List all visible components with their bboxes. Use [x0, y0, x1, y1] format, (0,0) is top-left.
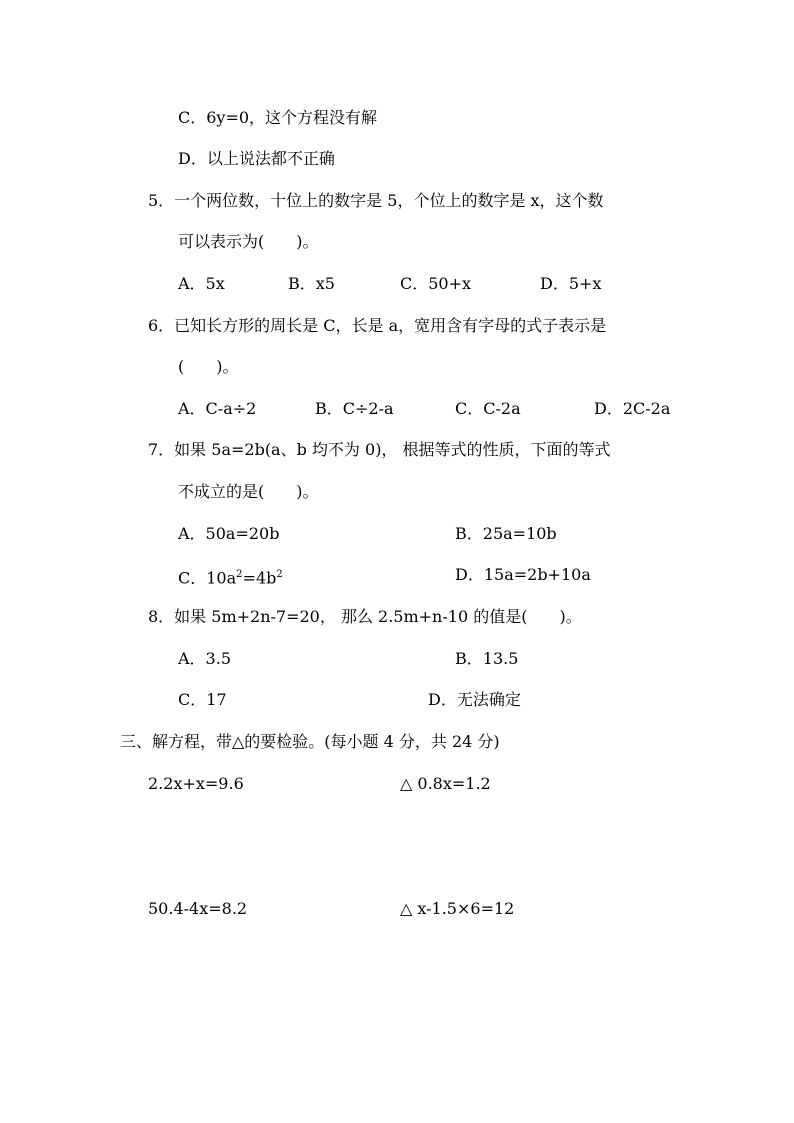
equation-4: △ x-1.5×6=12 [400, 899, 515, 918]
q6-option-b: B．C÷2-a [315, 399, 394, 418]
q6-stem-line1: 6．已知长方形的周长是 C，长是 a，宽用含有字母的式子表示是 [148, 316, 607, 335]
q5-option-d: D．5+x [540, 274, 602, 293]
q7-option-d: D．15a=2b+10a [455, 565, 591, 584]
q7-option-b: B．25a=10b [455, 524, 557, 543]
q7-option-c-mid: =4b [242, 568, 277, 588]
q4-option-d: D．以上说法都不正确 [178, 149, 335, 168]
q5-option-c: C．50+x [400, 274, 472, 293]
q8-option-c: C．17 [178, 690, 227, 709]
q7-option-a: A．50a=20b [178, 524, 280, 543]
q6-option-d: D．2C-2a [594, 399, 671, 418]
q7-option-c [178, 565, 283, 588]
q7-option-c-exp2: 2 [276, 569, 283, 580]
q7-option-c-pre: C．10a [178, 568, 237, 588]
section3-title: 三、解方程，带△的要检验。(每小题 4 分，共 24 分) [120, 732, 500, 751]
q8-option-d: D．无法确定 [428, 690, 521, 709]
equation-1: 2.2x+x=9.6 [148, 774, 244, 793]
q5-stem-line2: 可以表示为( )。 [178, 232, 319, 251]
q5-stem-line1: 5．一个两位数，十位上的数字是 5，个位上的数字是 x，这个数 [148, 191, 604, 210]
q6-option-c: C．C-2a [455, 399, 521, 418]
q4-option-c: C．6y=0，这个方程没有解 [178, 108, 378, 127]
q7-stem-line2: 不成立的是( )。 [178, 482, 319, 501]
q7-stem-line1: 7．如果 5a=2b(a、b 均不为 0)， 根据等式的性质，下面的等式 [148, 440, 611, 459]
equation-2: △ 0.8x=1.2 [400, 774, 491, 793]
q7-option-c-exp1: 2 [236, 569, 243, 580]
q5-option-b: B．x5 [288, 274, 335, 293]
equation-3: 50.4-4x=8.2 [148, 899, 248, 918]
q6-option-a: A．C-a÷2 [178, 399, 257, 418]
q5-option-a: A．5x [178, 274, 225, 293]
q8-option-b: B．13.5 [455, 649, 519, 668]
q8-option-a: A．3.5 [178, 649, 232, 668]
q6-stem-line2: ( )。 [178, 357, 239, 376]
q8-stem: 8．如果 5m+2n-7=20， 那么 2.5m+n-10 的值是( )。 [148, 607, 582, 626]
